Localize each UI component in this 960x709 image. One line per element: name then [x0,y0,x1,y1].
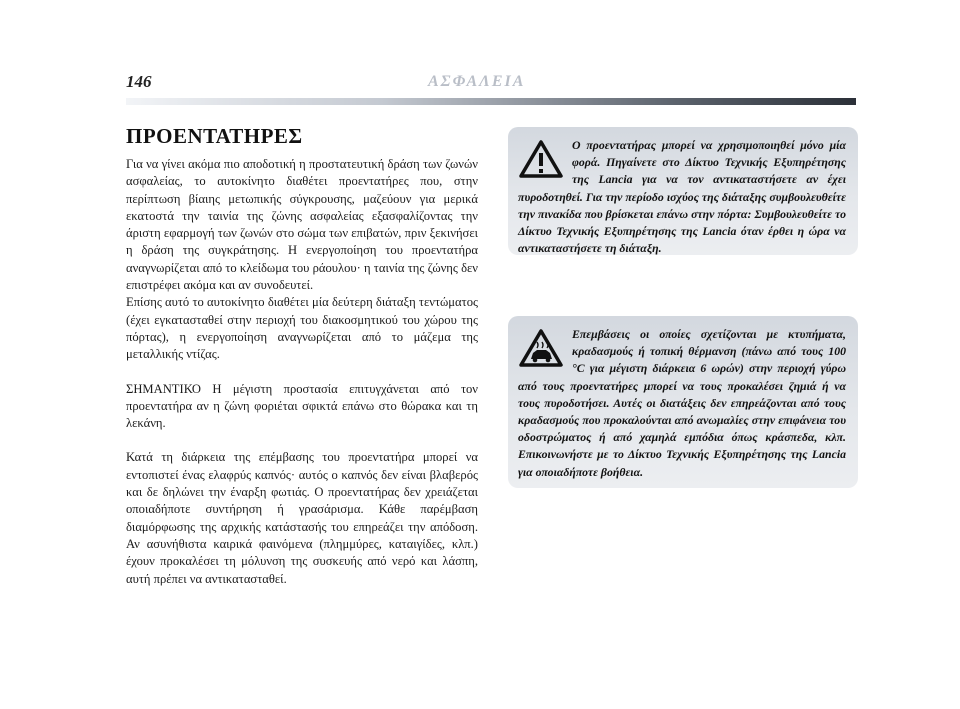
paragraph-important: ΣΗΜΑΝΤΙΚΟ Η μέγιστη προστασία επιτυγχάνεται από τον προεντατήρα αν η ζώνη φοριέται σφικτά επάνω στο θώρακα και τη λεκάνη. [126,381,478,431]
warning-triangle-car-icon [518,328,564,368]
page-heading: ΠΡΟΕΝΤΑΤΗΡΕΣ [126,124,303,148]
warning-box-tampering [508,316,858,488]
warning-text-tampering: Επεμβάσεις οι οποίες σχετίζονται με κτυπήματα, κραδασμούς ή τοπική θέρμανση (πάνω από τους 100 °C για μέγιστη διάρκεια 6 ωρών) στην περιοχή γύρω από τους προεντατήρες μπορεί να τους προκαλέσει ζημιά ή να τους πυροδοτήσει. Αυτές οι διατάξεις δεν επηρεάζονται από τους κραδασμούς που προκαλούνται από ανωμαλίες στην επιφάνεια του οδοστρώματος ή από χαμηλά εμπόδια όπως κράσπεδα, κλπ. Επικοινωνήστε με το Δίκτυο Τεχνικής Εξυπηρέτησης της Lancia για οποιαδήποτε βοήθεια. [518,327,846,479]
warning-box-single-use [508,127,858,255]
paragraph-2: Επίσης αυτό το αυτοκίνητο διαθέτει μία δεύτερη διάταξη τεντώματος (έχει εγκατασταθεί στην περιοχή του διακοσμητικού του χώρου της πόρτας), η ενεργοποίηση αναγνωρίζεται από το μάζεμα της μεταλλικής ντίζας. [126,295,478,362]
header-rule [126,98,856,105]
body-text [126,156,478,588]
paragraph-4: Κατά τη διάρκεια της επέμβασης του προεντατήρα μπορεί να εντοπιστεί ένας ελαφρύς καπνός· αυτός ο καπνός δεν είναι βλαβερός και δε δηλώνει την έναρξη φωτιάς. Ο προεντατήρας δεν χρειάζεται οποιαδήποτε συντήρηση ή γρασάρισμα. Κάθε παρέμβαση διαμόρφωσης της αρχικής κατάστασής του επηρεάζει την απόδοση. Αν ασυνήθιστα καιρικά φαινόμενα (πλημμύρες, καταιγίδες, κλπ.) έχουν προκαλέσει τη μόλυνση της συσκευής από νερό και λάσπη, αυτή πρέπει να αντικατασταθεί. [126,450,478,586]
warning-text-single-use: Ο προεντατήρας μπορεί να χρησιμοποιηθεί μόνο μία φορά. Πηγαίνετε στο Δίκτυο Τεχνικής Εξυπηρέτησης της Lancia για να τον αντικαταστήσετε αν έχει πυροδοτηθεί. Για την περίοδο ισχύος της διάταξης συμβουλευθείτε την πινακίδα που βρίσκεται επάνω στην πόρτα: Συμβουλευθείτε το Δίκτυο Τεχνικής Εξυπηρέτησης της Lancia όταν έρθει η ώρα να αντικαταστήσετε τη διάταξη. [518,138,846,256]
page-number: 146 [126,72,152,91]
paragraph-1: Για να γίνει ακόμα πιο αποδοτική η προστατευτική δράση των ζωνών ασφαλείας, το αυτοκίνητο διαθέτει προεντατήρες που, στην περίπτωση βίαιης μετωπικής σύγκρουσης, μαζεύουν για μερικά εκατοστά την ταινία της ζώνης ασφαλείας εξασφαλίζοντας την άριστη εφαρμογή των ζωνών στο σώμα των επιβατών, πριν ξεκινήσει η δράση της συγκράτησης. Η ενεργοποίηση του προεντατήρα αναγνωρίζεται από το κλείδωμα του ράουλου· η ταινία της ζώνης δεν επιστρέφει ακόμα και αν συνοδευτεί. [126,157,478,293]
section-title: ΑΣΦΑΛΕΙΑ [428,73,526,90]
warning-triangle-icon [518,139,564,179]
